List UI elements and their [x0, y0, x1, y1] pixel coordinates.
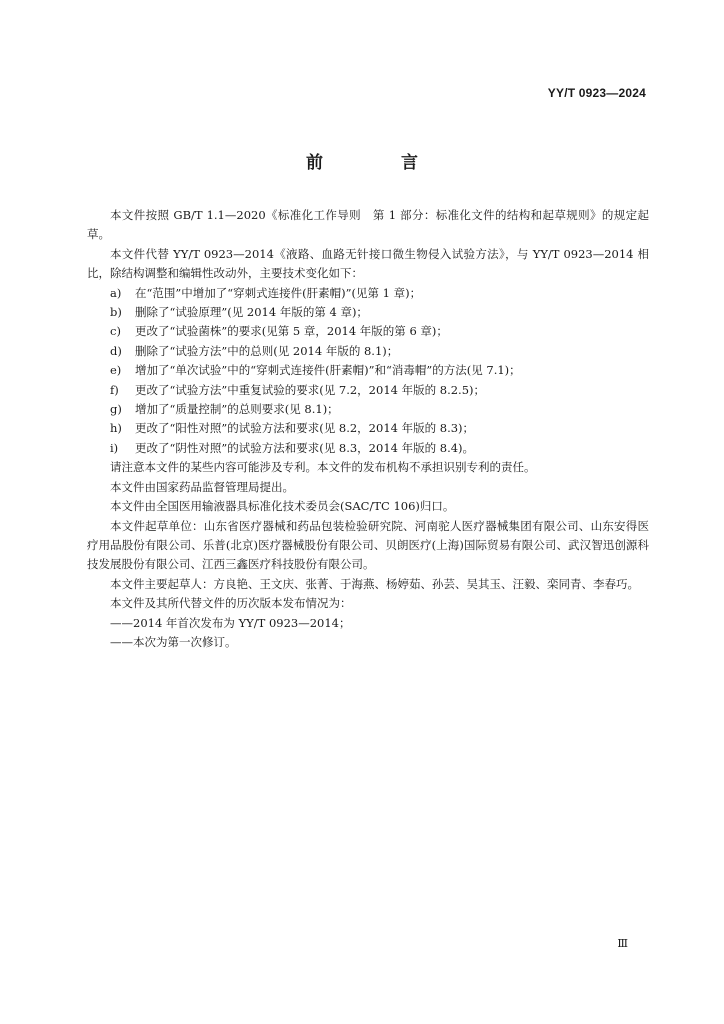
list-marker: i) — [110, 440, 119, 455]
version-history-intro: 本文件及其所代替文件的历次版本发布情况为： — [110, 596, 352, 611]
list-item — [87, 342, 649, 361]
page-title: 前 言 — [306, 153, 454, 173]
list-item-text: 更改了“阴性对照”的试验方法和要求(见 8.3，2014 年版的 8.4)。 — [135, 440, 475, 455]
list-item-text: 在“范围”中增加了“穿刺式连接件(肝素帽)”(见第 1 章)； — [135, 285, 422, 300]
list-item — [87, 400, 649, 419]
list-marker: a) — [110, 285, 122, 300]
list-item — [87, 303, 649, 322]
proposer-paragraph: 本文件由国家药品监督管理局提出。 — [110, 479, 294, 494]
list-item-text: 增加了“质量控制”的总则要求(见 8.1)； — [135, 402, 339, 417]
list-item-text: 删除了“试验原理”(见 2014 年版的第 4 章)； — [135, 305, 368, 320]
list-marker: d) — [110, 343, 122, 358]
list-marker: c) — [110, 324, 121, 339]
list-marker: f) — [110, 382, 119, 397]
list-marker: h) — [110, 421, 122, 436]
list-item — [87, 284, 649, 303]
list-marker: g) — [110, 402, 122, 417]
list-item — [87, 322, 649, 341]
version-history-item: ——2014 年首次发布为 YY/T 0923—2014； — [110, 615, 351, 630]
drafting-rule-paragraph: 本文件按照 GB/T 1.1—2020《标准化工作导则 第 1 部分：标准化文件的结构和起草规则》的规定起草。 — [87, 208, 649, 242]
list-marker: e) — [110, 363, 122, 378]
drafting-units-paragraph: 本文件起草单位：山东省医疗器械和药品包装检验研究院、河南驼人医疗器械集团有限公司、山东安得医疗用品股份有限公司、乐普(北京)医疗器械股份有限公司、贝朗医疗(上海)国际贸易有限公司、武汉智迅创源科技发展股份有限公司、江西三鑫医疗科技股份有限公司。 — [87, 518, 649, 572]
list-item-text: 增加了“单次试验”中的“穿刺式连接件(肝素帽)”和“消毒帽”的方法(见 7.1)； — [135, 363, 521, 378]
replacement-paragraph: 本文件代替 YY/T 0923—2014《液路、血路无针接口微生物侵入试验方法》，与 YY/T 0923—2014 相比，除结构调整和编辑性改动外，主要技术变化如下： — [87, 246, 649, 281]
page-number: Ⅲ — [617, 937, 628, 950]
list-item-text: 删除了“试验方法”中的总则(见 2014 年版的 8.1)； — [135, 343, 399, 358]
list-item-text: 更改了“阳性对照”的试验方法和要求(见 8.2，2014 年版的 8.3)； — [135, 421, 475, 436]
committee-paragraph: 本文件由全国医用输液器具标准化技术委员会(SAC/TC 106)归口。 — [110, 499, 455, 514]
version-history-item: ——本次为第一次修订。 — [110, 634, 237, 649]
list-item — [87, 381, 649, 400]
changes-list — [87, 284, 649, 459]
drafters-paragraph: 本文件主要起草人：方良艳、王文庆、张菁、于海燕、杨婷茹、孙芸、吴其玉、汪毅、栾同青、李春巧。 — [110, 576, 639, 591]
list-marker: b) — [110, 305, 122, 320]
patent-notice-paragraph: 请注意本文件的某些内容可能涉及专利。本文件的发布机构不承担识别专利的责任。 — [110, 460, 536, 475]
document-body — [87, 206, 649, 652]
list-item-text: 更改了“试验菌株”的要求(见第 5 章，2014 年版的第 6 章)； — [135, 324, 448, 339]
list-item — [87, 361, 649, 380]
list-item — [87, 439, 649, 458]
list-item — [87, 419, 649, 438]
standard-code: YY/T 0923—2024 — [547, 86, 646, 100]
list-item-text: 更改了“试验方法”中重复试验的要求(见 7.2，2014 年版的 8.2.5)； — [135, 382, 486, 397]
